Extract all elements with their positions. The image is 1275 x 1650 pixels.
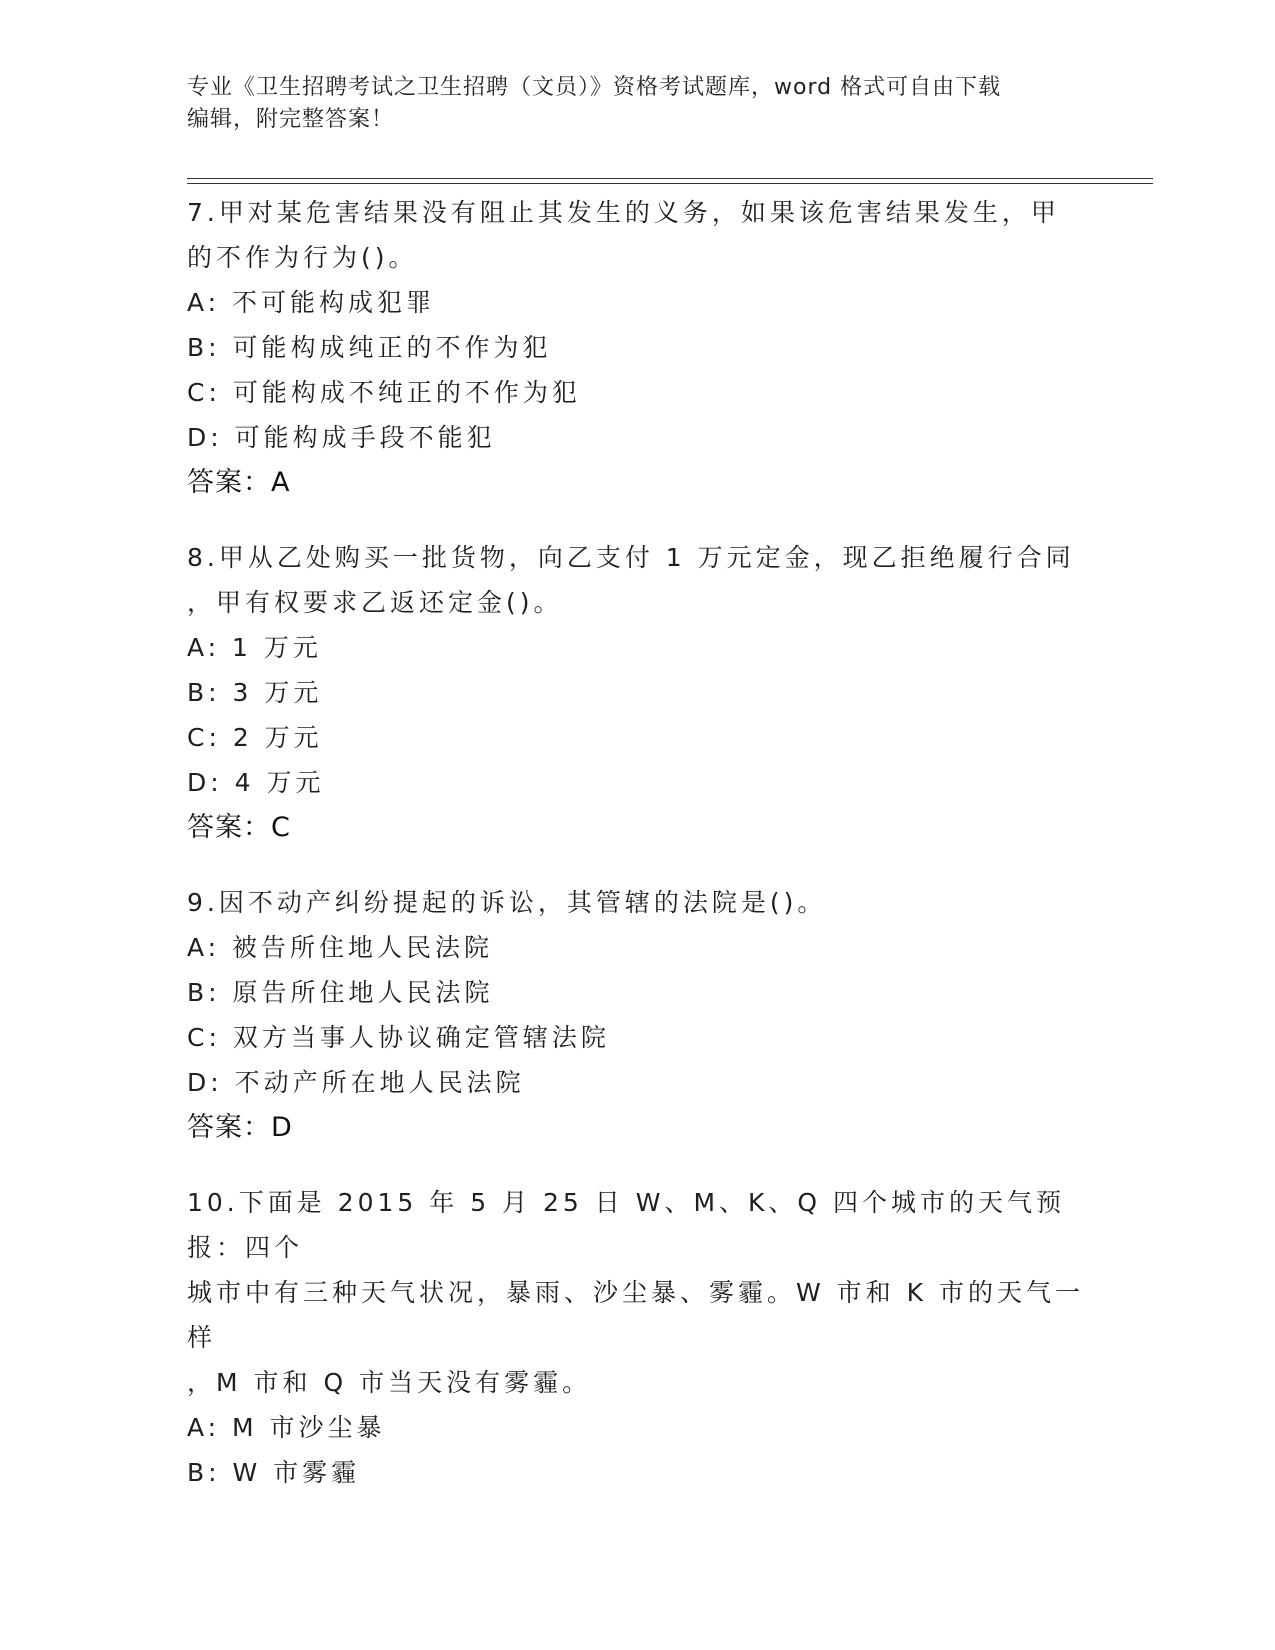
option-a: A: 1 万元 [187,633,322,662]
option-c: C: 双方当事人协议确定管辖法院 [187,1023,610,1052]
header-divider-bottom [187,183,1153,184]
option-d: D: 可能构成手段不能犯 [187,423,496,452]
question-9 [187,880,1087,1150]
document-header [187,72,1067,136]
question-text-line: 城市中有三种天气状况，暴雨、沙尘暴、雾霾。W 市和 K 市的天气一样 [187,1278,1084,1352]
header-line-1: 专业《卫生招聘考试之卫生招聘（文员）》资格考试题库，word 格式可自由下载 [187,75,1002,100]
answer: 答案：C [187,812,291,843]
option-b: B: W 市雾霾 [187,1458,361,1487]
option-c: C: 2 万元 [187,723,323,752]
question-10 [187,1180,1087,1495]
option-c: C: 可能构成不纯正的不作为犯 [187,378,581,407]
header-line-2: 编辑，附完整答案！ [187,107,395,132]
question-text-line: 10.下面是 2015 年 5 月 25 日 W、M、K、Q 四个城市的天气预报：四个 [187,1188,1066,1262]
option-b: B: 3 万元 [187,678,323,707]
option-a: A: 不可能构成犯罪 [187,288,436,317]
option-a: A: M 市沙尘暴 [187,1413,386,1442]
answer: 答案：A [187,467,291,498]
answer: 答案：D [187,1112,293,1143]
question-7 [187,190,1087,505]
option-d: D: 不动产所在地人民法院 [187,1068,525,1097]
question-text-line: 8.甲从乙处购买一批货物，向乙支付 1 万元定金，现乙拒绝履行合同 [187,543,1075,572]
question-text-line: ，M 市和 Q 市当天没有雾霾。 [187,1368,592,1397]
question-list [187,190,1087,1525]
option-a: A: 被告所住地人民法院 [187,933,494,962]
question-text-line: 7.甲对某危害结果没有阻止其发生的义务，如果该危害结果发生，甲 [187,198,1060,227]
option-b: B: 可能构成纯正的不作为犯 [187,333,552,362]
question-text-line: 9.因不动产纠纷提起的诉讼，其管辖的法院是()。 [187,888,827,917]
question-8 [187,535,1087,850]
question-text-line: ，甲有权要求乙返还定金()。 [187,588,563,617]
question-text-line: 的不作为行为()。 [187,243,418,272]
option-d: D: 4 万元 [187,768,325,797]
header-divider-top [187,178,1153,179]
option-b: B: 原告所住地人民法院 [187,978,494,1007]
